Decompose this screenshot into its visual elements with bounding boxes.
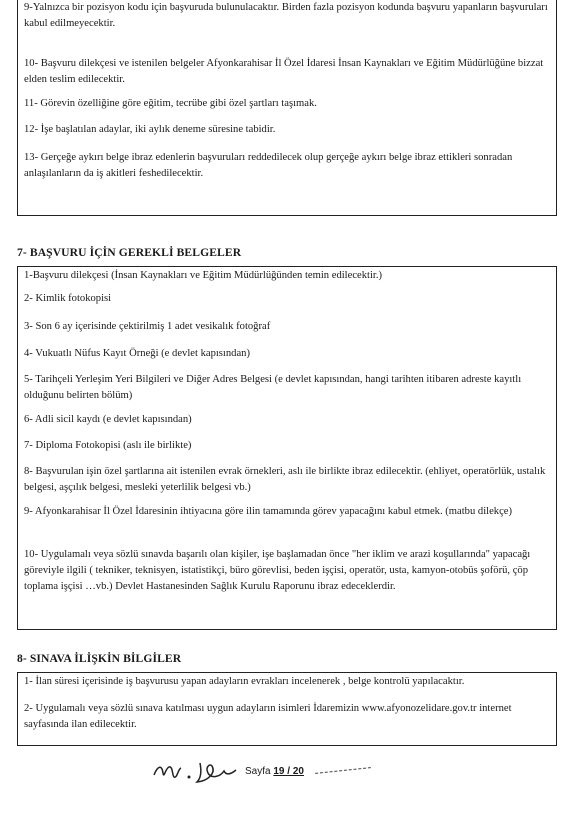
condition-item-9: 9-Yalnızca bir pozisyon kodu için başvuruda bulunulacaktır. Birden fazla pozisyon kodunda başvuru yapanların başvuruları kabul edilmeyecektir. [24, 2, 548, 29]
signature-line [315, 767, 371, 774]
document-item-9: 9- Afyonkarahisar İl Özel İdaresinin ihtiyacına göre ilin tamamında görev yapacağını kabul etmek. (matbu dilekçe) [24, 506, 513, 517]
document-item-3: 3- Son 6 ay içerisinde çektirilmiş 1 adet vesikalık fotoğraf [24, 321, 271, 332]
condition-item-13: 13- Gerçeğe aykırı belge ibraz edenlerin başvuruları reddedilecek olup gerçeğe aykırı belge ibraz ettikleri sonradan anlaşılanların da iş akitleri feshedilecektir. [24, 152, 513, 179]
section-7-heading: 7- BAŞVURU İÇİN GEREKLİ BELGELER [17, 246, 242, 259]
condition-item-12: 12- İşe başlatılan adaylar, iki aylık deneme süresine tabidir. [24, 124, 276, 135]
condition-item-10: 10- Başvuru dilekçesi ve istenilen belgeler Afyonkarahisar İl Özel İdaresi İnsan Kaynakları ve Eğitim Müdürlüğüne bizzat elden teslim edilecektir. [24, 58, 544, 85]
condition-item-11: 11- Görevin özelliğine göre eğitim, tecrübe gibi özel şartları taşımak. [24, 98, 317, 109]
document-item-10: 10- Uygulamalı veya sözlü sınavda başarılı olan kişiler, işe başlamadan önce "her iklim ve arazi koşullarında" yapacağı göreviyle ilgili ( tekniker, teknisyen, istatistikçi, büro görevlisi, beden işçisi, operatör, usta, kamyon-otobüs şoförü, çöp toplama işçisi …vb.) Devlet Hastanesinden Sağlık Kurulu Raporunu ibraz edeceklerdir. [24, 549, 531, 592]
exam-info-item-2: 2- Uygulamalı veya sözlü sınava katılması uygun adayların isimleri İdaremizin www.afyonozelidare.gov.tr internet sayfasında ilan edilecektir. [24, 703, 512, 730]
document-item-8: 8- Başvurulan işin özel şartlarına ait istenilen evrak örnekleri, aslı ile birlikte ibraz edilecektir. (ehliyet, operatörlük, ustalık belgesi, aşçılık belgesi, mesleki yeterlilik belgesi vb.) [24, 466, 546, 493]
document-item-6: 6- Adli sicil kaydı (e devlet kapısından) [24, 414, 192, 425]
handwritten-signature [150, 755, 245, 789]
required-documents-box [17, 266, 557, 630]
exam-info-item-1: 1- İlan süresi içerisinde iş başvurusu yapan adayların evrakları incelenerek , belge kontrolü yapılacaktır. [24, 676, 465, 687]
page-label: Sayfa [245, 766, 271, 777]
document-item-5: 5- Tarihçeli Yerleşim Yeri Bilgileri ve Diğer Adres Belgesi (e devlet kapısından, hangi tarihten itibaren adreste kayıtlı olduğunu belirten bölüm) [24, 374, 522, 401]
conditions-box [17, 0, 557, 216]
document-item-7: 7- Diploma Fotokopisi (aslı ile birlikte) [24, 440, 192, 451]
document-item-2: 2- Kimlik fotokopisi [24, 293, 112, 304]
exam-info-box [17, 672, 557, 746]
document-item-1: 1-Başvuru dilekçesi (İnsan Kaynakları ve Eğitim Müdürlüğünden temin edilecektir.) [24, 270, 383, 281]
page-number [245, 766, 304, 777]
section-8-heading: 8- SINAVA İLİŞKİN BİLGİLER [17, 652, 182, 665]
page-count: 19 / 20 [273, 766, 304, 777]
document-item-4: 4- Vukuatlı Nüfus Kayıt Örneği (e devlet kapısından) [24, 348, 250, 359]
